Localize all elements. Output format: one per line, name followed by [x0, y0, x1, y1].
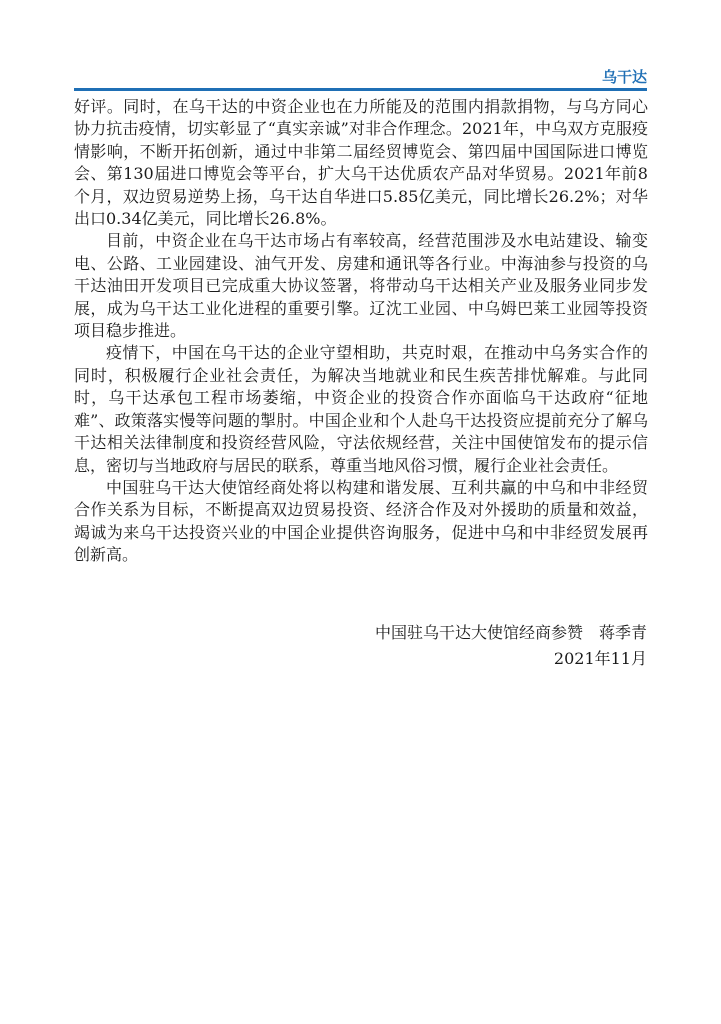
- paragraph-embassy-goals: 中国驻乌干达大使馆经商处将以构建和谐发展、互利共赢的中乌和中非经贸合作关系为目标，不断提高双边贸易投资、经济合作及对外援助的质量和效益，竭诚为来乌干达投资兴业的中国企业提供咨询服务，促进中乌和中非经贸发展再创新高。: [74, 477, 648, 565]
- article-body: [74, 96, 648, 567]
- paragraph-continued: 好评。同时，在乌干达的中资企业也在力所能及的范围内捐款捐物，与乌方同心协力抗击疫情，切实彰显了“真实亲诚”对非合作理念。2021年，中乌双方克服疫情影响，不断开拓创新，通过中非第二届经贸博览会、第四届中国国际进口博览会、第130届进口博览会等平台，扩大乌干达优质农产品对华贸易。2021年前8个月，双边贸易逆势上扬，乌干达自华进口5.85亿美元，同比增长26.2%；对华出口0.34亿美元，同比增长26.8%。: [74, 97, 648, 229]
- signature-date: 2021年11月: [553, 649, 647, 668]
- signature-author: 中国驻乌干达大使馆经商参赞 蒋季青: [374, 623, 647, 642]
- header-divider: [74, 88, 647, 91]
- signature-block: [375, 620, 647, 672]
- paragraph-pandemic-cooperation: 疫情下，中国在乌干达的企业守望相助，共克时艰，在推动中乌务实合作的同时，积极履行企业社会责任，为解决当地就业和民生疾苦排忧解难。与此同时，乌干达承包工程市场萎缩，中资企业的投资合作亦面临乌干达政府“征地难”、政策落实慢等问题的掣肘。中国企业和个人赴乌干达投资应提前充分了解乌干达相关法律制度和投资经营风险，守法依规经营，关注中国使馆发布的提示信息，密切与当地政府与居民的联系，尊重当地风俗习惯，履行企业社会责任。: [74, 343, 648, 475]
- section-title: 乌干达: [601, 68, 647, 86]
- paragraph-chinese-enterprises: 目前，中资企业在乌干达市场占有率较高，经营范围涉及水电站建设、输变电、公路、工业园建设、油气开发、房建和通讯等各行业。中海油参与投资的乌干达油田开发项目已完成重大协议签署，将带动乌干达相关产业及服务业同步发展，成为乌干达工业化进程的重要引擎。辽沈工业园、中乌姆巴莱工业园等投资项目稳步推进。: [74, 231, 648, 341]
